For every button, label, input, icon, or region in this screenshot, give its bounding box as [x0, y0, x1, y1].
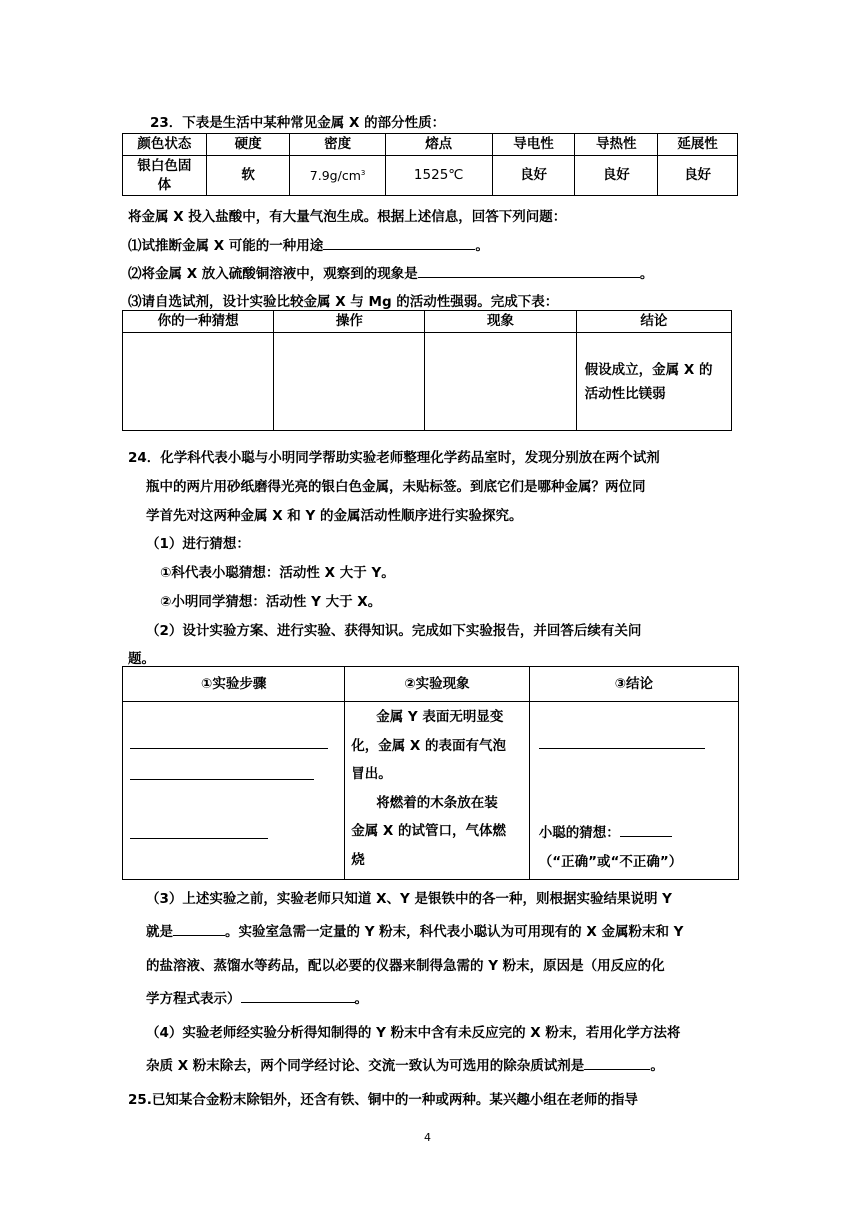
operation-input-cell[interactable] [274, 333, 425, 431]
phenomena-line5: 金属 X 的试管口，气体燃 [351, 823, 507, 839]
q23-part2 [128, 262, 653, 282]
conclusion-line1: 假设成立，金属 X 的 [584, 361, 713, 378]
q24-guess-a: ①科代表小聪猜想：活动性 X 大于 Y。 [160, 565, 395, 581]
guess-input-cell[interactable] [123, 333, 274, 431]
cell-color-line2: 体 [157, 176, 172, 193]
q24-line3: 学首先对这两种金属 X 和 Y 的金属活动性顺序进行实验探究。 [146, 508, 523, 524]
q23-experiment-table [122, 310, 732, 431]
step-blank-3[interactable] [130, 838, 268, 839]
guess-verdict-blank[interactable] [620, 822, 672, 837]
q24-guess-b: ②小明同学猜想：活动性 Y 大于 X。 [160, 594, 382, 610]
header-ductility: 延展性 [658, 134, 738, 156]
cell-conductivity: 良好 [492, 156, 575, 196]
y-metal-blank[interactable] [173, 921, 225, 936]
density-exponent: 3 [360, 168, 366, 177]
q24-section3-line2 [146, 920, 683, 940]
steps-cell [123, 702, 345, 880]
q24-section3-line1: （3）上述实验之前，实验老师只知道 X、Y 是银铁中的各一种，则根据实验结果说明 Y [146, 891, 672, 907]
step-blank-1[interactable] [130, 748, 328, 749]
q24-section4-line1: （4）实验老师经实验分析得知制得的 Y 粉末中含有未反应完的 X 粉末，若用化学方法将 [146, 1025, 681, 1041]
phenomena-line6: 烧 [351, 851, 365, 868]
header-hardness: 硬度 [206, 134, 290, 156]
phenomena-line4: 将燃着的木条放在装 [376, 794, 498, 811]
guess-verdict [539, 822, 672, 844]
q24-section3-line4-text: 学方程式表示） [146, 991, 241, 1007]
q23-properties-table [122, 133, 738, 196]
q23-part1-answer-blank[interactable] [323, 235, 475, 250]
q23-intro: 将金属 X 投入盐酸中，有大量气泡生成。根据上述信息，回答下列问题： [128, 209, 567, 225]
conclusion-cell [576, 333, 731, 431]
q24-section3-line4 [146, 987, 368, 1007]
q24-section1: （1）进行猜想： [146, 536, 250, 552]
q24-section2-line2: 题。 [128, 651, 155, 667]
q24-section3-line2b: 。实验室急需一定量的 Y 粉末，科代表小聪认为可用现有的 X 金属粉末和 Y [225, 924, 684, 940]
header-conclusion: 结论 [576, 311, 731, 333]
cell-melting: 1525℃ [385, 156, 492, 196]
q24-section4-line2-end: 。 [650, 1058, 664, 1074]
q24-section4-line2-text: 杂质 X 粉末除去，两个同学经讨论、交流一致认为可选用的除杂质试剂是 [146, 1058, 585, 1074]
header-conductivity: 导电性 [492, 134, 575, 156]
density-value: 7.9g/cm [309, 168, 361, 183]
guess-verdict-options: （“正确”或“不正确”） [538, 854, 683, 870]
q23-part1 [128, 234, 489, 254]
q24-section3-line4-end: 。 [354, 991, 368, 1007]
q23-part3: ⑶请自选试剂，设计实验比较金属 X 与 Mg 的活动性强弱。完成下表： [128, 294, 559, 310]
guess-verdict-label: 小聪的猜想： [538, 825, 620, 841]
phenomena-line1: 金属 Y 表面无明显变 [376, 709, 504, 725]
q23-part1-text: ⑴试推断金属 X 可能的一种用途 [128, 238, 324, 254]
q24-section4-line2 [146, 1054, 664, 1074]
result-cell [529, 702, 738, 880]
header-operation: 操作 [274, 311, 425, 333]
q24-report-table [122, 666, 739, 880]
q23-part1-end: 。 [475, 238, 489, 254]
q23-part2-text: ⑵将金属 X 放入硫酸铜溶液中，观察到的现象是 [128, 266, 418, 282]
step-blank-2[interactable] [130, 779, 314, 780]
page-number: 4 [424, 1131, 431, 1144]
header-result: ③结论 [529, 667, 738, 702]
equation-blank[interactable] [241, 988, 355, 1003]
header-density: 密度 [290, 134, 385, 156]
header-phenomena: ②实验现象 [345, 667, 529, 702]
cell-hardness: 软 [206, 156, 290, 196]
cell-color-line1: 银白色固 [137, 157, 192, 174]
cell-color [123, 156, 207, 196]
header-steps: ①实验步骤 [123, 667, 345, 702]
q24-line1: 24．化学科代表小聪与小明同学帮助实验老师整理化学药品室时，发现分别放在两个试剂 [128, 450, 660, 466]
phenomenon-input-cell[interactable] [425, 333, 576, 431]
header-guess: 你的一种猜想 [123, 311, 274, 333]
q24-section3-line2a: 就是 [146, 924, 173, 940]
header-color: 颜色状态 [123, 134, 207, 156]
conclusion-line2: 活动性比镁弱 [584, 385, 666, 402]
phenomena-cell [345, 702, 529, 880]
q23-part2-end: 。 [639, 266, 654, 282]
q24-line2: 瓶中的两片用砂纸磨得光亮的银白色金属，未贴标签。到底它们是哪种金属？两位同 [146, 479, 646, 495]
header-thermal: 导热性 [575, 134, 658, 156]
q24-section3-line3: 的盐溶液、蒸馏水等药品，配以必要的仪器来制得急需的 Y 粉末，原因是（用反应的化 [146, 958, 665, 974]
header-melting: 熔点 [385, 134, 492, 156]
q24-section2-line1: （2）设计实验方案、进行实验、获得知识。完成如下实验报告，并回答后续有关问 [146, 623, 642, 639]
phenomena-line2: 化，金属 X 的表面有气泡 [351, 737, 507, 754]
cell-density [290, 156, 385, 196]
header-phenomenon: 现象 [425, 311, 576, 333]
q23-title: 23．下表是生活中某种常见金属 X 的部分性质： [150, 115, 446, 131]
result-blank[interactable] [539, 748, 705, 749]
phenomena-line3: 冒出。 [351, 766, 392, 782]
cell-thermal: 良好 [575, 156, 658, 196]
cell-ductility: 良好 [658, 156, 738, 196]
q23-part2-answer-blank[interactable] [418, 263, 640, 278]
reagent-blank[interactable] [584, 1055, 650, 1070]
q25-line1: 25.已知某合金粉末除铝外，还含有铁、铜中的一种或两种。某兴趣小组在老师的指导 [128, 1092, 638, 1108]
